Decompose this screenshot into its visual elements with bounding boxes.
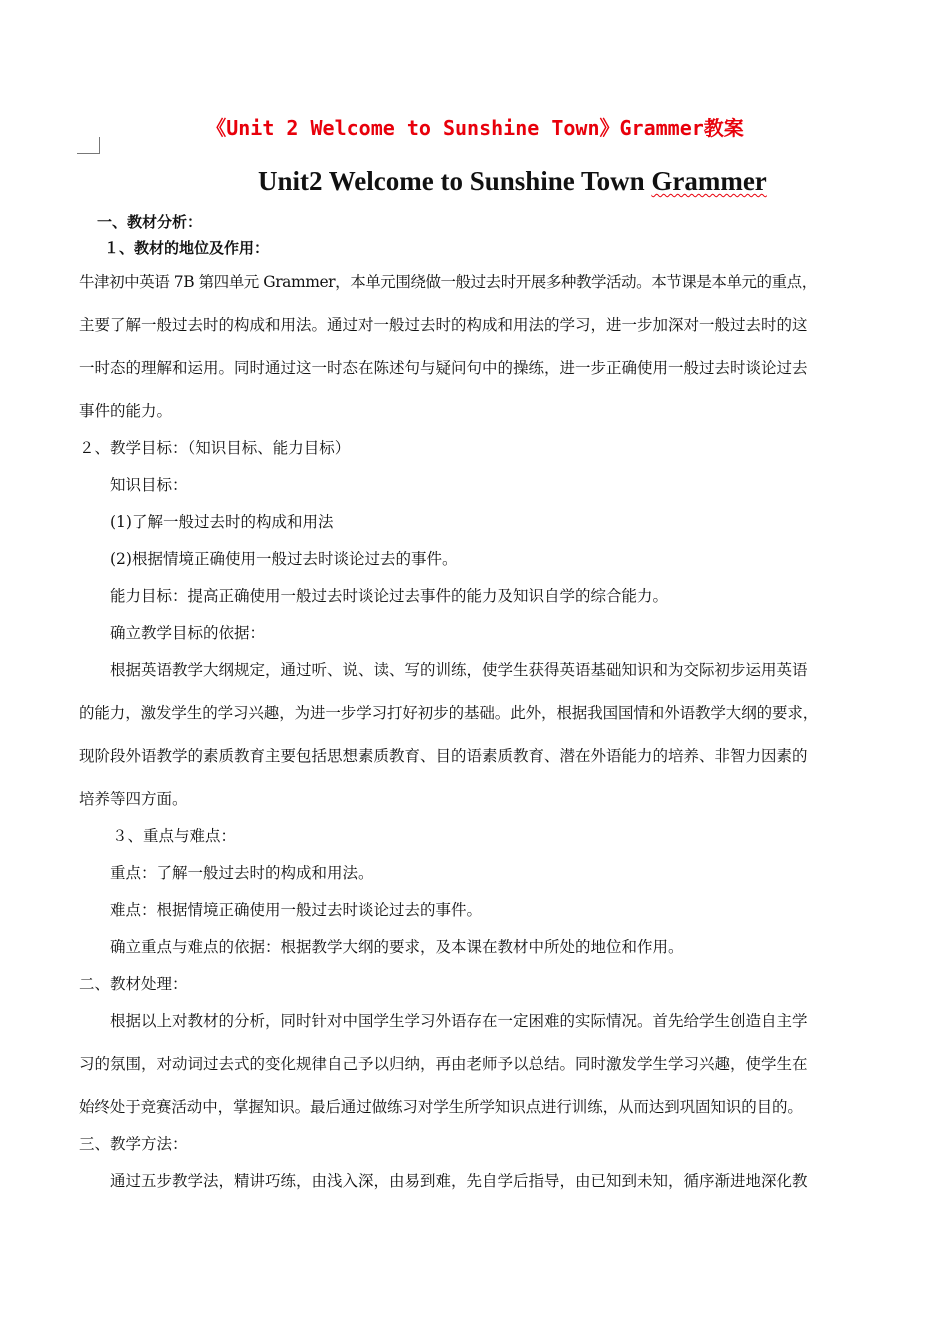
lesson-subtitle (258, 166, 767, 197)
section-2-heading: 二、教材处理： (79, 975, 188, 993)
ability-goal: 能力目标：提高正确使用一般过去时谈论过去事件的能力及知识自学的综合能力。 (110, 587, 669, 605)
paragraph-2-line-2: 的能力，激发学生的学习兴趣，为进一步学习打好初步的基础。此外，根据我国国情和外语教学大纲的要求， (79, 704, 819, 722)
paragraph-2-line-3: 现阶段外语教学的素质教育主要包括思想素质教育、目的语素质教育、潜在外语能力的培养、非智力因素的 (79, 747, 808, 765)
knowledge-goals-label: 知识目标： (110, 476, 188, 494)
paragraph-3-line-1: 根据以上对教材的分析，同时针对中国学生学习外语存在一定困难的实际情况。首先给学生创造自主学 (110, 1012, 808, 1030)
paragraph-3-line-2: 习的氛围，对动词过去式的变化规律自己予以归纳，再由老师予以总结。同时激发学生学习兴趣，使学生在 (79, 1055, 808, 1073)
paragraph-1-line-3: 一时态的理解和运用。同时通过这一时态在陈述句与疑问句中的操练，进一步正确使用一般过去时谈论过去 (79, 359, 808, 377)
key-difficult-basis: 确立重点与难点的依据：根据教学大纲的要求，及本课在教材中所处的地位和作用。 (110, 938, 684, 956)
section-1-heading: 一、教材分析： (97, 213, 203, 231)
paragraph-3-line-3: 始终处于竞赛活动中，掌握知识。最后通过做练习对学生所学知识点进行训练，从而达到巩固知识的目的。 (79, 1098, 803, 1116)
section-1-3-heading: ３、重点与难点： (112, 827, 237, 845)
section-1-1-heading: １、教材的地位及作用： (104, 239, 270, 257)
subtitle-grammer: Grammer (651, 166, 767, 196)
subtitle-main: Unit2 Welcome to Sunshine Town (258, 166, 652, 196)
paragraph-4-line-1: 通过五步教学法，精讲巧练，由浅入深，由易到难，先自学后指导，由已知到未知，循序渐进地深化教 (110, 1172, 808, 1190)
paragraph-1-line-4: 事件的能力。 (79, 402, 173, 420)
document-title: 《Unit 2 Welcome to Sunshine Town》Grammer教案 (206, 116, 744, 140)
paragraph-1-line-1: 牛津初中英语 7B 第四单元 Grammer，本单元围绕做一般过去时开展多种教学活动。本节课是本单元的重点， (79, 273, 817, 291)
paragraph-2-line-4: 培养等四方面。 (79, 790, 188, 808)
goals-basis-label: 确立教学目标的依据： (110, 624, 266, 642)
difficult-point: 难点：根据情境正确使用一般过去时谈论过去的事件。 (110, 901, 483, 919)
paragraph-2-line-1: 根据英语教学大纲规定，通过听、说、读、写的训练，使学生获得英语基础知识和为交际初步运用英语 (110, 661, 808, 679)
section-3-heading: 三、教学方法： (79, 1135, 188, 1153)
paragraph-1-line-2: 主要了解一般过去时的构成和用法。通过对一般过去时的构成和用法的学习，进一步加深对一般过去时的这 (79, 316, 808, 334)
key-point: 重点：了解一般过去时的构成和用法。 (110, 864, 374, 882)
knowledge-goal-2: (2)根据情境正确使用一般过去时谈论过去的事件。 (110, 550, 458, 568)
section-1-2-heading: ２、教学目标：（知识目标、能力目标） (79, 439, 351, 457)
knowledge-goal-1: (1)了解一般过去时的构成和用法 (110, 513, 334, 531)
margin-corner-mark (77, 137, 100, 154)
